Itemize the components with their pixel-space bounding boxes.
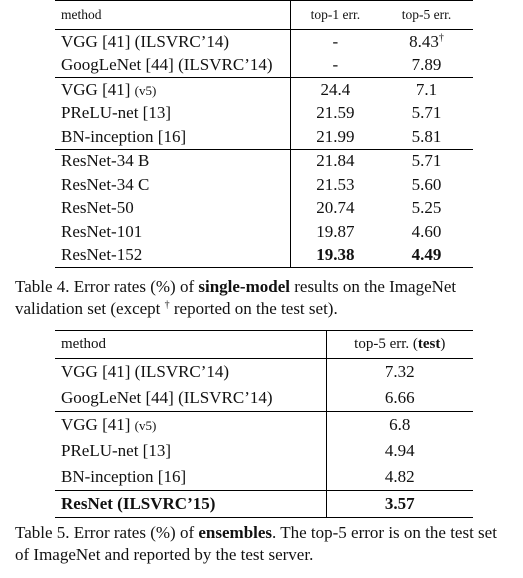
row-method bbox=[55, 78, 290, 102]
row-top1: 21.53 bbox=[316, 174, 355, 194]
row-top1: - bbox=[332, 31, 339, 51]
table-row bbox=[55, 220, 473, 244]
table-5-caption bbox=[15, 522, 515, 566]
table-row bbox=[55, 54, 473, 78]
row-method: ResNet-34 C bbox=[55, 173, 290, 197]
row-top5: 3.57 bbox=[326, 491, 473, 518]
row-top1: 20.74 bbox=[316, 198, 355, 218]
row-method: ResNet-152 bbox=[55, 244, 290, 268]
row-method: PReLU-net [13] bbox=[55, 102, 290, 126]
caption-4-mid: results on the ImageNet validation set (except bbox=[15, 277, 457, 318]
row-method-name: VGG [41] bbox=[61, 415, 135, 434]
table-row bbox=[55, 359, 473, 386]
row-top5: 7.32 bbox=[384, 362, 415, 381]
row-method: ResNet (ILSVRC’15) bbox=[55, 491, 326, 518]
row-top5: 6.8 bbox=[326, 412, 473, 439]
table-row bbox=[55, 30, 473, 54]
table-row bbox=[55, 125, 473, 149]
table-5 bbox=[55, 330, 473, 518]
row-method bbox=[55, 412, 326, 439]
row-top1: 21.99 bbox=[316, 126, 355, 146]
row-method: ResNet-101 bbox=[55, 220, 290, 244]
table-row bbox=[55, 464, 473, 491]
row-top1: 21.84 bbox=[290, 149, 380, 173]
caption-5-prefix: Table 5. Error rates (%) of bbox=[15, 523, 199, 542]
row-top5: 5.71 bbox=[380, 149, 473, 173]
row-top5: 5.71 bbox=[411, 103, 442, 123]
row-top5 bbox=[380, 30, 473, 54]
caption-4-prefix: Table 4. Error rates (%) of bbox=[15, 277, 199, 296]
table-row bbox=[55, 491, 473, 518]
table-4-header-row bbox=[55, 1, 473, 30]
row-top5: 7.1 bbox=[380, 78, 473, 102]
table-5-header-row bbox=[55, 331, 473, 359]
caption-5-bold: ensembles bbox=[198, 523, 273, 542]
row-top5: 6.66 bbox=[384, 388, 415, 407]
table-row bbox=[55, 173, 473, 197]
row-top1: 19.87 bbox=[316, 221, 355, 241]
header-method: method bbox=[55, 1, 290, 30]
row-top1: 19.38 bbox=[290, 244, 380, 268]
table-row bbox=[55, 102, 473, 126]
table-row bbox=[55, 438, 473, 464]
caption-4-dagger: † bbox=[164, 299, 170, 311]
row-top5-value: 8.43 bbox=[409, 31, 439, 51]
header-top5-prefix: top-5 err. ( bbox=[354, 336, 418, 352]
table-row bbox=[55, 197, 473, 221]
row-method: BN-inception [16] bbox=[55, 125, 290, 149]
row-top5: 4.60 bbox=[411, 221, 442, 241]
header-top5-close: ) bbox=[440, 336, 446, 352]
row-method: GoogLeNet [44] (ILSVRC’14) bbox=[55, 385, 326, 412]
row-method: VGG [41] (ILSVRC’14) bbox=[55, 359, 326, 386]
row-method: ResNet-50 bbox=[55, 197, 290, 221]
row-method-name: VGG [41] bbox=[61, 79, 135, 99]
row-method-note: (v5) bbox=[134, 418, 157, 433]
row-method: PReLU-net [13] bbox=[55, 438, 326, 464]
row-top5: 4.49 bbox=[380, 244, 473, 268]
table-row bbox=[55, 244, 473, 268]
header-top5-test: test bbox=[417, 336, 441, 352]
row-top5: 7.89 bbox=[411, 55, 442, 75]
row-top5: 5.25 bbox=[411, 198, 442, 218]
caption-5-suffix: . The top-5 error is on the test set of ImageNet and reported by the test server. bbox=[15, 523, 497, 564]
table-row bbox=[55, 149, 473, 173]
row-method: ResNet-34 B bbox=[55, 149, 290, 173]
table-4-caption bbox=[15, 276, 515, 320]
header-top1-err: top-1 err. bbox=[290, 1, 380, 30]
table-4 bbox=[55, 0, 473, 268]
row-method: VGG [41] (ILSVRC’14) bbox=[55, 30, 290, 54]
table-row bbox=[55, 78, 473, 102]
header-top5-err: top-5 err. bbox=[380, 1, 473, 30]
caption-4-suffix: reported on the test set). bbox=[169, 299, 338, 318]
row-top5: 4.94 bbox=[384, 441, 415, 460]
row-top5: 5.60 bbox=[411, 174, 442, 194]
row-top5: 4.82 bbox=[384, 467, 415, 486]
row-method: BN-inception [16] bbox=[55, 464, 326, 491]
table-row bbox=[55, 412, 473, 439]
table-row bbox=[55, 385, 473, 412]
caption-4-bold: single-model bbox=[198, 277, 290, 296]
dagger-mark: † bbox=[438, 32, 444, 44]
row-method: GoogLeNet [44] (ILSVRC’14) bbox=[55, 54, 290, 78]
header-method: method bbox=[55, 331, 326, 359]
row-method-note: (v5) bbox=[134, 82, 157, 98]
row-top1: 24.4 bbox=[290, 78, 380, 102]
row-top1: 21.59 bbox=[316, 103, 355, 123]
header-top5-err-test bbox=[326, 331, 473, 359]
row-top5: 5.81 bbox=[411, 126, 442, 146]
row-top1: - bbox=[332, 55, 339, 75]
